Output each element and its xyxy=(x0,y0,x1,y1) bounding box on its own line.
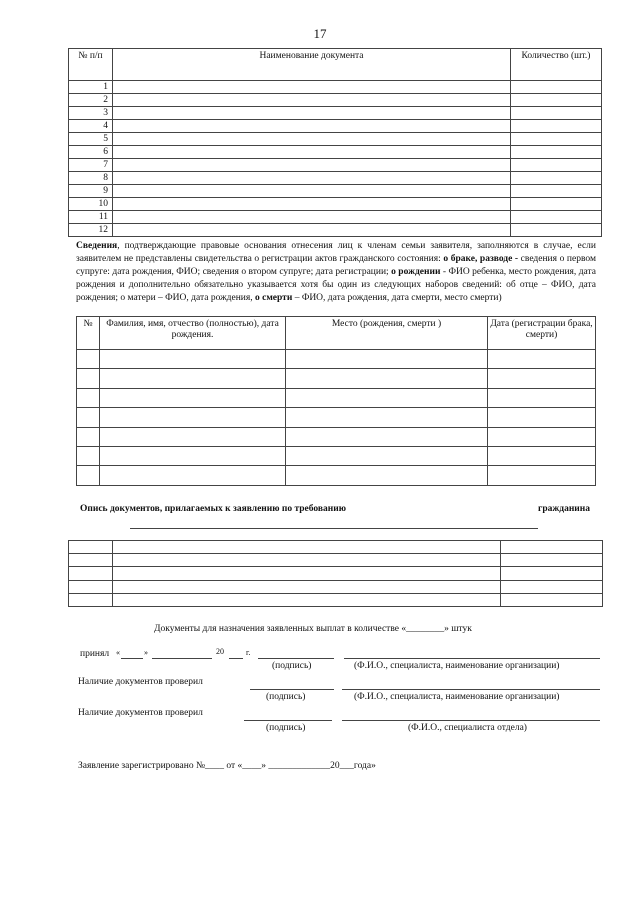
row-date-cell[interactable] xyxy=(488,446,596,465)
table-row xyxy=(69,172,602,185)
row-document-cell[interactable] xyxy=(113,198,511,211)
row-document-cell[interactable] xyxy=(113,146,511,159)
row-fullname-cell[interactable] xyxy=(100,350,286,369)
inventory-name-cell[interactable] xyxy=(113,554,501,567)
row-place-cell[interactable] xyxy=(286,427,488,446)
row-number: 12 xyxy=(69,224,113,237)
row-quantity-cell[interactable] xyxy=(511,133,602,146)
row-number: 1 xyxy=(69,81,113,94)
table-row xyxy=(77,369,596,388)
row-document-cell[interactable] xyxy=(113,159,511,172)
table-row xyxy=(69,81,602,94)
header-number: № п/п xyxy=(69,49,113,81)
row-quantity-cell[interactable] xyxy=(511,198,602,211)
row-number: 11 xyxy=(69,211,113,224)
info-lead: Сведения xyxy=(76,241,118,251)
header-place: Место (рождения, смерти ) xyxy=(286,317,488,350)
row-place-cell[interactable] xyxy=(286,466,488,485)
accepted-day-line xyxy=(121,658,143,659)
inventory-name-cell[interactable] xyxy=(113,580,501,593)
signature-line-1 xyxy=(258,658,334,659)
table-row xyxy=(69,593,603,606)
family-members-table xyxy=(76,316,596,486)
registration-line: Заявление зарегистрировано №____ от «____» _____________20___года» xyxy=(78,761,376,771)
fio-line-1 xyxy=(344,658,600,659)
info-text-2: сведения о первом супруге: дата рождения, ФИО; сведения о втором супруге; дата регистрации; xyxy=(76,254,596,277)
table-row xyxy=(77,408,596,427)
inventory-title-text: Опись документов, прилагаемых к заявлению по требованию xyxy=(80,504,346,514)
row-quantity-cell[interactable] xyxy=(511,224,602,237)
accepted-year: 20 xyxy=(216,647,224,656)
inventory-name-cell[interactable] xyxy=(113,593,501,606)
row-no-cell[interactable] xyxy=(77,427,100,446)
row-place-cell[interactable] xyxy=(286,446,488,465)
check-label-1: Наличие документов проверил xyxy=(78,677,203,687)
inventory-name-cell[interactable] xyxy=(113,567,501,580)
table-row xyxy=(69,185,602,198)
family-table-header xyxy=(77,317,596,350)
row-date-cell[interactable] xyxy=(488,408,596,427)
row-document-cell[interactable] xyxy=(113,94,511,107)
signature-caption-2: (подпись) xyxy=(266,692,306,702)
table-row xyxy=(69,224,602,237)
inventory-no-cell[interactable] xyxy=(69,593,113,606)
header-quantity: Количество (шт.) xyxy=(511,49,602,81)
table-row xyxy=(69,107,602,120)
row-fullname-cell[interactable] xyxy=(100,446,286,465)
table-row xyxy=(77,466,596,485)
accepted-quote-open: « xyxy=(116,648,120,657)
documents-table xyxy=(68,48,602,237)
table-row xyxy=(69,211,602,224)
row-date-cell[interactable] xyxy=(488,466,596,485)
accepted-g: г. xyxy=(246,648,251,657)
row-no-cell[interactable] xyxy=(77,388,100,407)
accepted-month-line xyxy=(152,658,212,659)
row-no-cell[interactable] xyxy=(77,408,100,427)
inventory-no-cell[interactable] xyxy=(69,554,113,567)
inventory-qty-cell[interactable] xyxy=(501,567,603,580)
row-number: 8 xyxy=(69,172,113,185)
accepted-year-line xyxy=(229,658,243,659)
row-no-cell[interactable] xyxy=(77,446,100,465)
accepted-quote-close: » xyxy=(144,648,148,657)
info-text-3: - ФИО ребенка, место рождения, дата рождения и дополнительно обязательно указывается хотя бы один из следующих наборов сведений: об отце – ФИО, дата рождения; о матери – ФИО, дата рождения, xyxy=(76,267,596,303)
row-number: 5 xyxy=(69,133,113,146)
table-row xyxy=(77,350,596,369)
row-number: 9 xyxy=(69,185,113,198)
header-document-name: Наименование документа xyxy=(113,49,511,81)
signature-line-3 xyxy=(244,720,332,721)
signature-caption-3: (подпись) xyxy=(266,723,306,733)
documents-table-header xyxy=(69,49,602,81)
row-date-cell[interactable] xyxy=(488,350,596,369)
row-quantity-cell[interactable] xyxy=(511,120,602,133)
row-quantity-cell[interactable] xyxy=(511,211,602,224)
row-quantity-cell[interactable] xyxy=(511,185,602,198)
inventory-table xyxy=(68,540,603,607)
inventory-name-cell[interactable] xyxy=(113,541,501,554)
row-document-cell[interactable] xyxy=(113,211,511,224)
fio-caption-1: (Ф.И.О., специалиста, наименование организации) xyxy=(354,661,560,671)
fio-line-2 xyxy=(342,689,600,690)
fio-line-3 xyxy=(342,720,600,721)
inventory-title xyxy=(80,504,590,514)
check-label-2: Наличие документов проверил xyxy=(78,708,203,718)
table-row xyxy=(69,94,602,107)
table-row xyxy=(69,554,603,567)
inventory-no-cell[interactable] xyxy=(69,580,113,593)
row-date-cell[interactable] xyxy=(488,369,596,388)
row-no-cell[interactable] xyxy=(77,369,100,388)
row-number: 4 xyxy=(69,120,113,133)
row-place-cell[interactable] xyxy=(286,388,488,407)
table-row xyxy=(69,146,602,159)
inventory-no-cell[interactable] xyxy=(69,567,113,580)
table-row xyxy=(69,541,603,554)
row-fullname-cell[interactable] xyxy=(100,466,286,485)
row-document-cell[interactable] xyxy=(113,172,511,185)
inventory-qty-cell[interactable] xyxy=(501,554,603,567)
accepted-label: принял xyxy=(80,649,110,659)
info-bold-birth: о рождении xyxy=(391,267,441,277)
row-date-cell[interactable] xyxy=(488,388,596,407)
fio-caption-2: (Ф.И.О., специалиста, наименование организации) xyxy=(354,692,560,702)
inventory-qty-cell[interactable] xyxy=(501,541,603,554)
row-no-cell[interactable] xyxy=(77,350,100,369)
table-row xyxy=(69,133,602,146)
row-number: 7 xyxy=(69,159,113,172)
page-number: 17 xyxy=(313,26,327,41)
header-date: Дата (регистрации брака, смерти) xyxy=(488,317,596,350)
table-row xyxy=(77,427,596,446)
table-row xyxy=(69,567,603,580)
row-fullname-cell[interactable] xyxy=(100,427,286,446)
row-fullname-cell[interactable] xyxy=(100,369,286,388)
row-number: 10 xyxy=(69,198,113,211)
docs-count-line: Документы для назначения заявленных выплат в количестве «________» штук xyxy=(154,624,472,634)
row-document-cell[interactable] xyxy=(113,107,511,120)
row-quantity-cell[interactable] xyxy=(511,172,602,185)
row-fullname-cell[interactable] xyxy=(100,408,286,427)
row-number: 3 xyxy=(69,107,113,120)
table-row xyxy=(69,159,602,172)
row-quantity-cell[interactable] xyxy=(511,81,602,94)
table-row xyxy=(69,580,603,593)
table-row xyxy=(69,198,602,211)
inventory-no-cell[interactable] xyxy=(69,541,113,554)
info-text-1: , подтверждающие правовые основания отнесения лиц к членам семьи заявителя, заполняются в случае, если заявителем не представлены свидетельства о регистрации актов гражданского состояния: xyxy=(76,241,596,264)
info-bold-death: о смерти xyxy=(254,293,293,303)
row-place-cell[interactable] xyxy=(286,350,488,369)
table-row xyxy=(69,120,602,133)
inventory-qty-cell[interactable] xyxy=(501,580,603,593)
row-number: 6 xyxy=(69,146,113,159)
row-document-cell[interactable] xyxy=(113,81,511,94)
header-no: № xyxy=(77,317,100,350)
signature-caption-1: (подпись) xyxy=(272,661,312,671)
row-quantity-cell[interactable] xyxy=(511,107,602,120)
info-text-4: – ФИО, дата рождения, дата смерти, место смерти) xyxy=(292,293,502,303)
fio-caption-3: (Ф.И.О., специалиста отдела) xyxy=(408,723,527,733)
row-quantity-cell[interactable] xyxy=(511,159,602,172)
row-fullname-cell[interactable] xyxy=(100,388,286,407)
inventory-title-right: гражданина xyxy=(538,504,590,514)
row-date-cell[interactable] xyxy=(488,427,596,446)
info-paragraph xyxy=(76,240,596,305)
row-document-cell[interactable] xyxy=(113,133,511,146)
row-document-cell[interactable] xyxy=(113,120,511,133)
row-quantity-cell[interactable] xyxy=(511,146,602,159)
row-document-cell[interactable] xyxy=(113,224,511,237)
info-bold-marriage: о браке, разводе - xyxy=(443,254,521,264)
row-place-cell[interactable] xyxy=(286,369,488,388)
table-row xyxy=(77,446,596,465)
inventory-underline xyxy=(130,528,538,529)
row-number: 2 xyxy=(69,94,113,107)
header-fullname: Фамилия, имя, отчество (полностью), дата рождения. xyxy=(100,317,286,350)
row-no-cell[interactable] xyxy=(77,466,100,485)
row-quantity-cell[interactable] xyxy=(511,94,602,107)
row-place-cell[interactable] xyxy=(286,408,488,427)
inventory-qty-cell[interactable] xyxy=(501,593,603,606)
signature-line-2 xyxy=(250,689,334,690)
table-row xyxy=(77,388,596,407)
row-document-cell[interactable] xyxy=(113,185,511,198)
